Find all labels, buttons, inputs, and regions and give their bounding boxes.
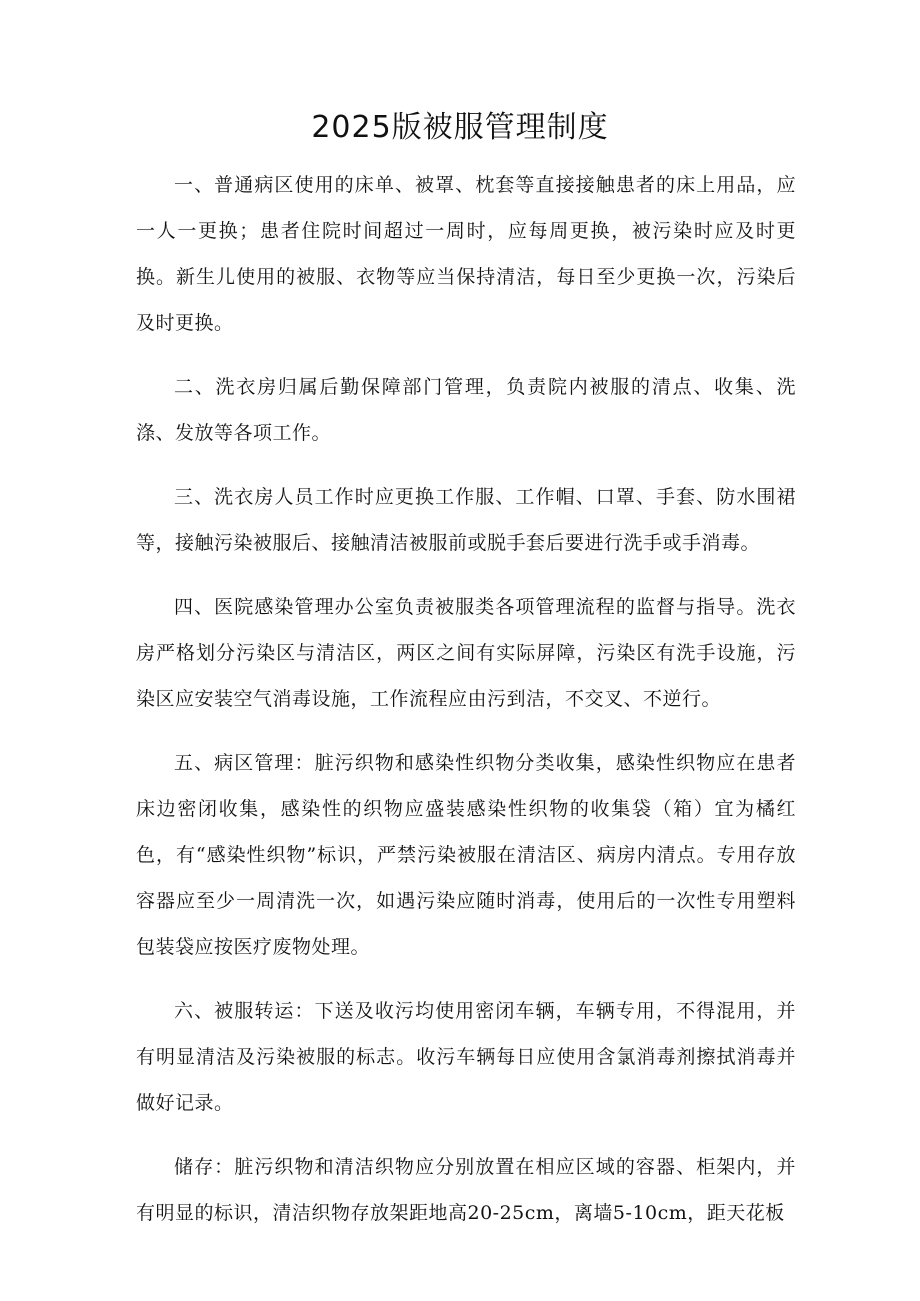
paragraph-3-laundry-staff: 三、洗衣房人员工作时应更换工作服、工作帽、口罩、手套、防水围裙等，接触污染被服后、接触清洁被服前或脱手套后要进行洗手或手消毒。 (136, 486, 796, 554)
document-body (136, 162, 796, 1254)
paragraph-5-ward-management: 五、病区管理：脏污织物和感染性织物分类收集，感染性织物应在患者床边密闭收集，感染性的织物应盛装感染性织物的收集袋（箱）宜为橘红色，有“感染性织物”标识，严禁污染被服在清洁区、病房内清点。专用存放容器应至少一周清洗一次，如遇污染应随时消毒，使用后的一次性专用塑料包装袋应按医疗废物处理。 (136, 752, 796, 958)
paragraph-7-storage: 储存：脏污织物和清洁织物应分别放置在相应区域的容器、柜架内，并有明显的标识，清洁织物存放架距地高20-25cm，离墙5-10cm，距天花板 (136, 1156, 796, 1224)
document-title: 2025版被服管理制度 (311, 110, 609, 145)
paragraph-2-laundry-management: 二、洗衣房归属后勤保障部门管理，负责院内被服的清点、收集、洗涤、发放等各项工作。 (136, 376, 796, 444)
paragraph-6-linen-transport: 六、被服转运：下送及收污均使用密闭车辆，车辆专用，不得混用，并有明显清洁及污染被服的标志。收污车辆每日应使用含氯消毒剂擦拭消毒并做好记录。 (136, 1000, 796, 1114)
paragraph-4-infection-control: 四、医院感染管理办公室负责被服类各项管理流程的监督与指导。洗衣房严格划分污染区与清洁区，两区之间有实际屏障，污染区有洗手设施，污染区应安装空气消毒设施，工作流程应由污到洁，不交叉、不逆行。 (136, 596, 796, 710)
paragraph-1-bedding-replacement: 一、普通病区使用的床单、被罩、枕套等直接接触患者的床上用品，应一人一更换；患者住院时间超过一周时，应每周更换，被污染时应及时更换。新生儿使用的被服、衣物等应当保持清洁，每日至少更换一次，污染后及时更换。 (136, 174, 796, 334)
